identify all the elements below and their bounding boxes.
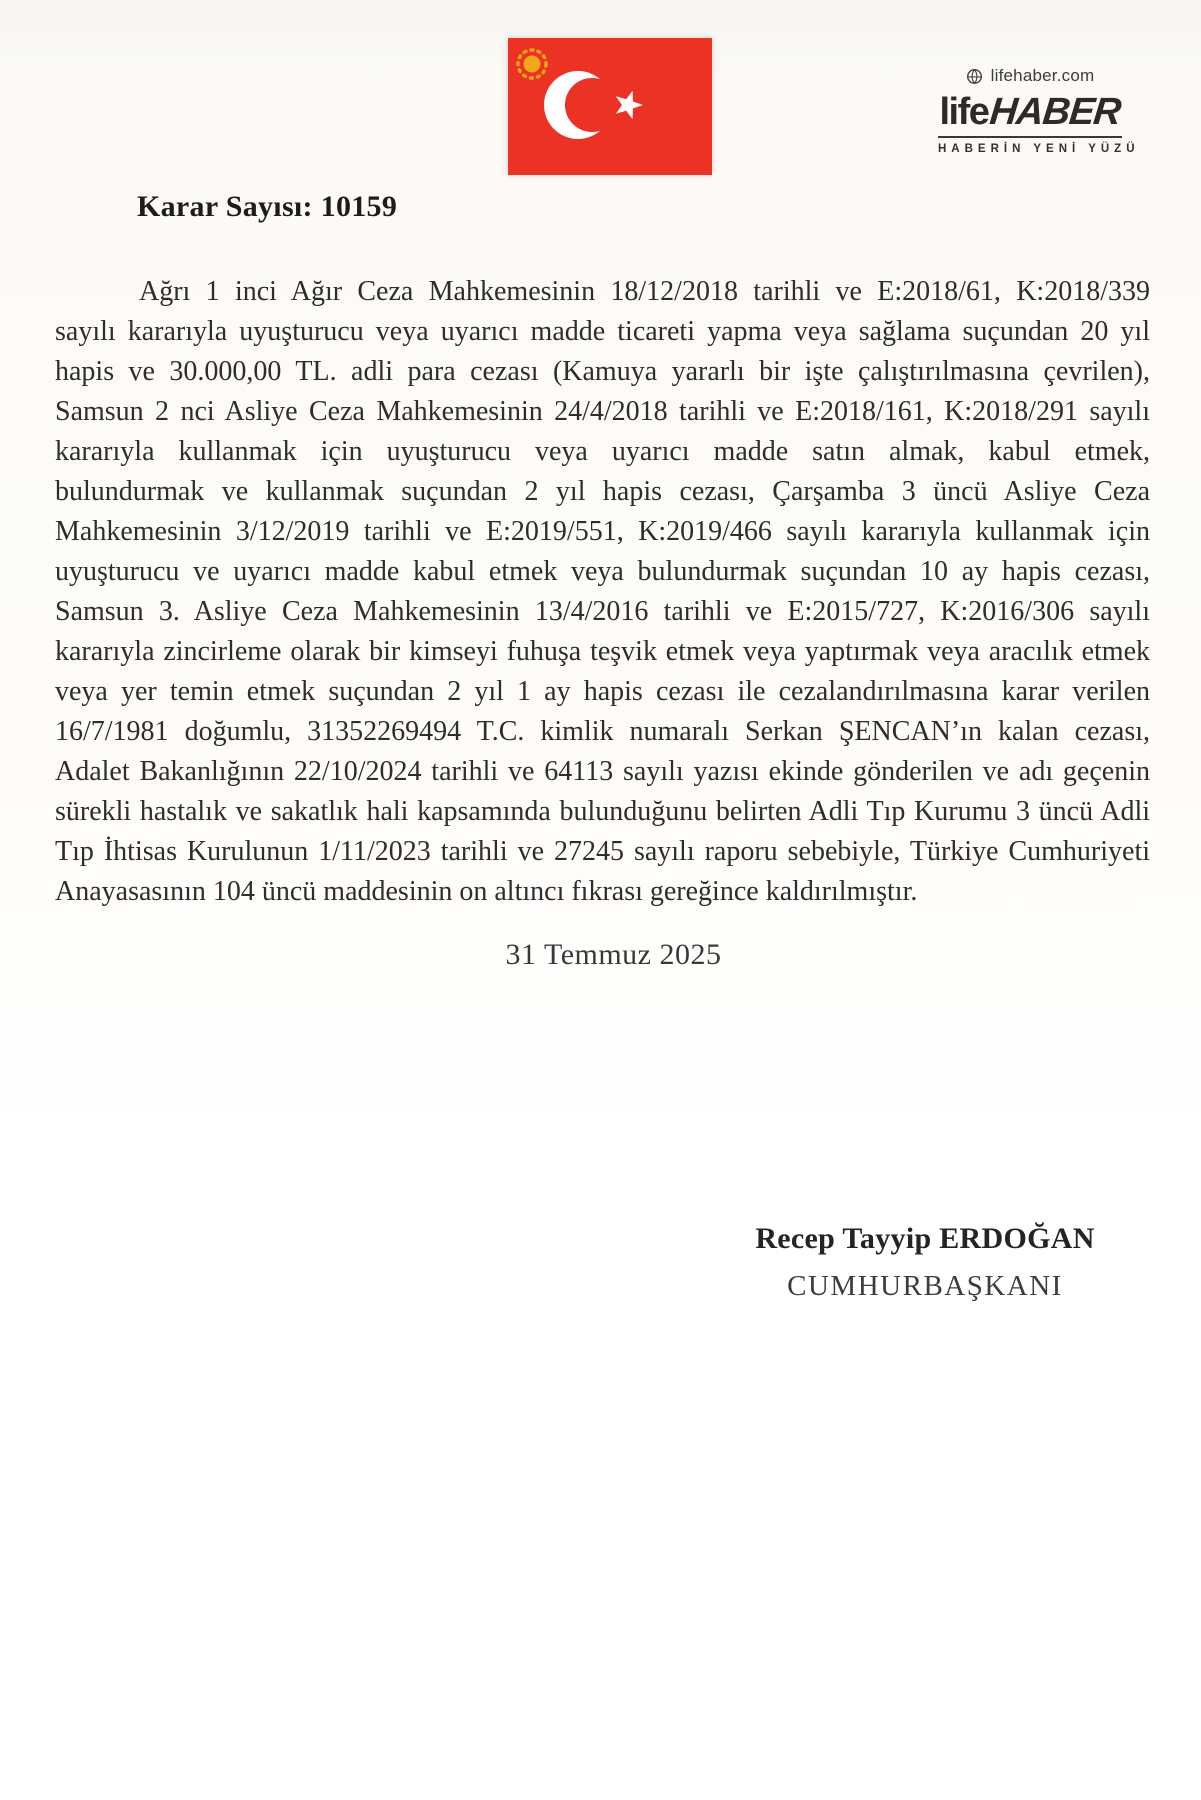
- body-text-line: uyuşturucu ve uyarıcı madde kabul etmek veya bulundurmak suçundan 10 ay hapis cezası,: [55, 556, 1150, 587]
- logo-site-url: lifehaber.com: [990, 66, 1095, 85]
- body-text-line: veya yer temin etmek suçundan 2 yıl 1 ay hapis cezası ile cezalandırılmasına karar verilen: [55, 676, 1150, 707]
- body-text-line: Samsun 2 nci Asliye Ceza Mahkemesinin 24/4/2018 tarihli ve E:2018/161, K:2018/291 sayılı: [55, 396, 1150, 427]
- logo-brand-life: life: [939, 91, 989, 133]
- body-text-line: hapis ve 30.000,00 TL. adli para cezası (Kamuya yararlı bir işte çalıştırılmasına çevrilen),: [55, 356, 1150, 387]
- signature-title: CUMHURBAŞKANI: [787, 1270, 1063, 1302]
- body-text-line: Anayasasının 104 üncü maddesinin on altıncı fıkrası gereğince kaldırılmıştır.: [55, 876, 918, 907]
- lifehaber-logo: [938, 66, 1140, 155]
- body-text-line: Mahkemesinin 3/12/2019 tarihli ve E:2019/551, K:2019/466 sayılı kararıyla kullanmak için: [55, 516, 1150, 547]
- logo-site-row: [938, 66, 1122, 86]
- body-text-line: Tıp İhtisas Kurulunun 1/11/2023 tarihli ve 27245 sayılı raporu sebebiyle, Türkiye Cumhuriyeti: [55, 836, 1150, 867]
- body-text-line: 16/7/1981 doğumlu, 31352269494 T.C. kimlik numaralı Serkan ŞENCAN’ın kalan cezası,: [55, 716, 1150, 747]
- body-text-line: bulundurmak ve kullanmak suçundan 2 yıl hapis cezası, Çarşamba 3 üncü Asliye Ceza: [55, 476, 1150, 507]
- globe-icon: [966, 68, 983, 85]
- logo-brand-haber: HABER: [988, 91, 1123, 133]
- body-text-line: Samsun 3. Asliye Ceza Mahkemesinin 13/4/2016 tarihli ve E:2015/727, K:2016/306 sayılı: [55, 596, 1150, 627]
- logo-brand: [938, 93, 1122, 138]
- signature-block: [690, 1222, 1160, 1303]
- body-text-line: sayılı kararıyla uyuşturucu veya uyarıcı madde ticareti yapma veya sağlama suçundan 20 yıl: [55, 316, 1150, 347]
- logo-tagline: HABERİN YENİ YÜZÜ: [938, 143, 1140, 155]
- body-text-line: Ağrı 1 inci Ağır Ceza Mahkemesinin 18/12/2018 tarihli ve E:2018/61, K:2018/339: [139, 276, 1150, 307]
- decision-date: 31 Temmuz 2025: [505, 938, 722, 971]
- body-text-line: kararıyla zincirleme olarak bir kimseyi fuhuşa teşvik etmek veya yaptırmak veya aracılık etmek: [55, 636, 1150, 667]
- body-text-line: sürekli hastalık ve sakatlık hali kapsamında bulunduğunu belirten Adli Tıp Kurumu 3 üncü Adli: [55, 796, 1150, 827]
- signature-name: Recep Tayyip ERDOĞAN: [755, 1222, 1095, 1255]
- decision-number-heading: Karar Sayısı: 10159: [137, 190, 398, 223]
- body-text-line: Adalet Bakanlığının 22/10/2024 tarihli ve 64113 sayılı yazısı ekinde gönderilen ve adı geçenin: [55, 756, 1150, 787]
- decision-body-text: [55, 272, 1150, 912]
- body-text-line: kararıyla kullanmak için uyuşturucu veya uyarıcı madde satın almak, kabul etmek,: [55, 436, 1150, 467]
- turkish-flag-image: [508, 38, 712, 175]
